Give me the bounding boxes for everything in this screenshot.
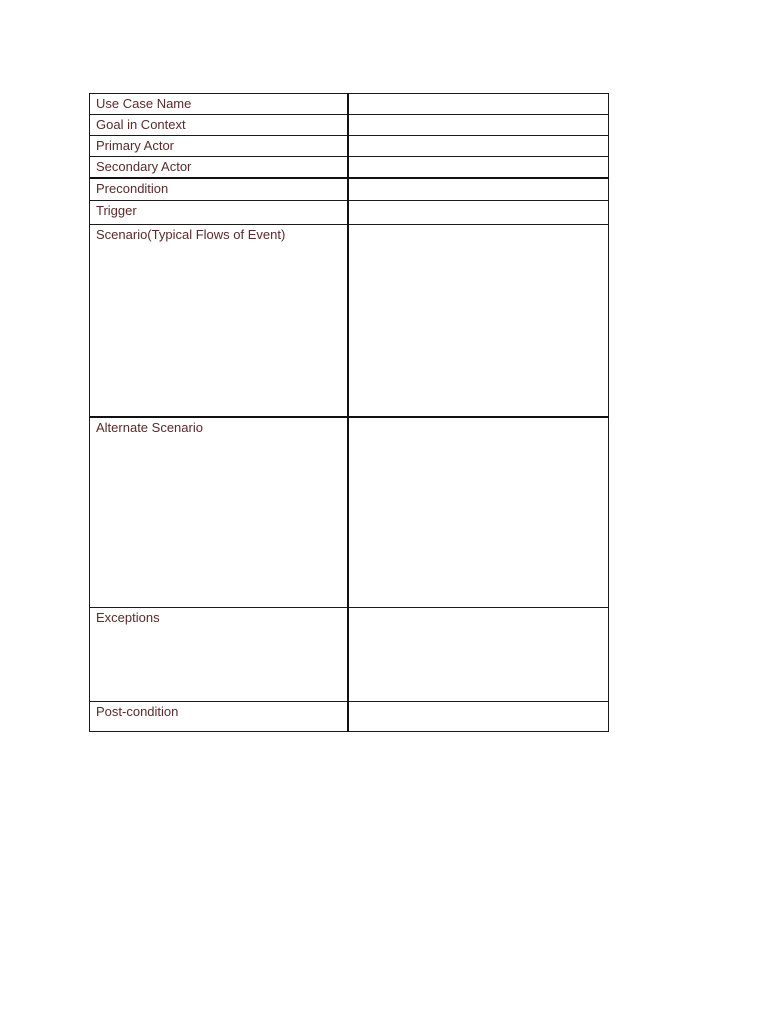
row-label-trigger: Trigger xyxy=(96,203,137,218)
row-label-exceptions: Exceptions xyxy=(96,610,160,625)
table-row-trigger xyxy=(90,201,609,225)
value-cell-secondary-actor xyxy=(348,157,609,178)
table-row-scenario xyxy=(90,225,609,417)
value-cell-trigger xyxy=(348,201,609,225)
table-row-secondary-actor xyxy=(90,157,609,178)
row-label-secondary-actor: Secondary Actor xyxy=(96,159,192,174)
value-cell-alternate-scenario xyxy=(348,417,609,608)
value-cell-use-case-name xyxy=(348,94,609,115)
value-cell-scenario xyxy=(348,225,609,417)
label-cell xyxy=(90,201,349,225)
label-cell xyxy=(90,94,349,115)
label-cell xyxy=(90,136,349,157)
label-cell xyxy=(90,225,349,417)
table-row-post-condition xyxy=(90,702,609,732)
row-label-precondition: Precondition xyxy=(96,180,169,196)
label-cell xyxy=(90,417,349,608)
table-row-precondition xyxy=(90,178,609,201)
table-row-goal-in-context xyxy=(90,115,609,136)
row-label-scenario: Scenario(Typical Flows of Event) xyxy=(96,227,286,242)
value-cell-post-condition xyxy=(348,702,609,732)
value-cell-goal-in-context xyxy=(348,115,609,136)
row-label-use-case-name: Use Case Name xyxy=(96,96,192,111)
row-label-goal-in-context: Goal in Context xyxy=(96,117,186,132)
table-row-use-case-name xyxy=(90,94,609,115)
table-row-exceptions xyxy=(90,608,609,702)
label-cell xyxy=(90,157,349,178)
table-row-primary-actor xyxy=(90,136,609,157)
row-label-primary-actor: Primary Actor xyxy=(96,138,175,153)
label-cell xyxy=(90,178,349,201)
table-row-alternate-scenario xyxy=(90,417,609,608)
value-cell-exceptions xyxy=(348,608,609,702)
value-cell-precondition xyxy=(348,178,609,201)
label-cell xyxy=(90,115,349,136)
row-label-alternate-scenario: Alternate Scenario xyxy=(96,419,203,435)
label-cell xyxy=(90,608,349,702)
use-case-table xyxy=(89,93,609,732)
row-label-post-condition: Post-condition xyxy=(96,704,179,719)
label-cell xyxy=(90,702,349,732)
value-cell-primary-actor xyxy=(348,136,609,157)
